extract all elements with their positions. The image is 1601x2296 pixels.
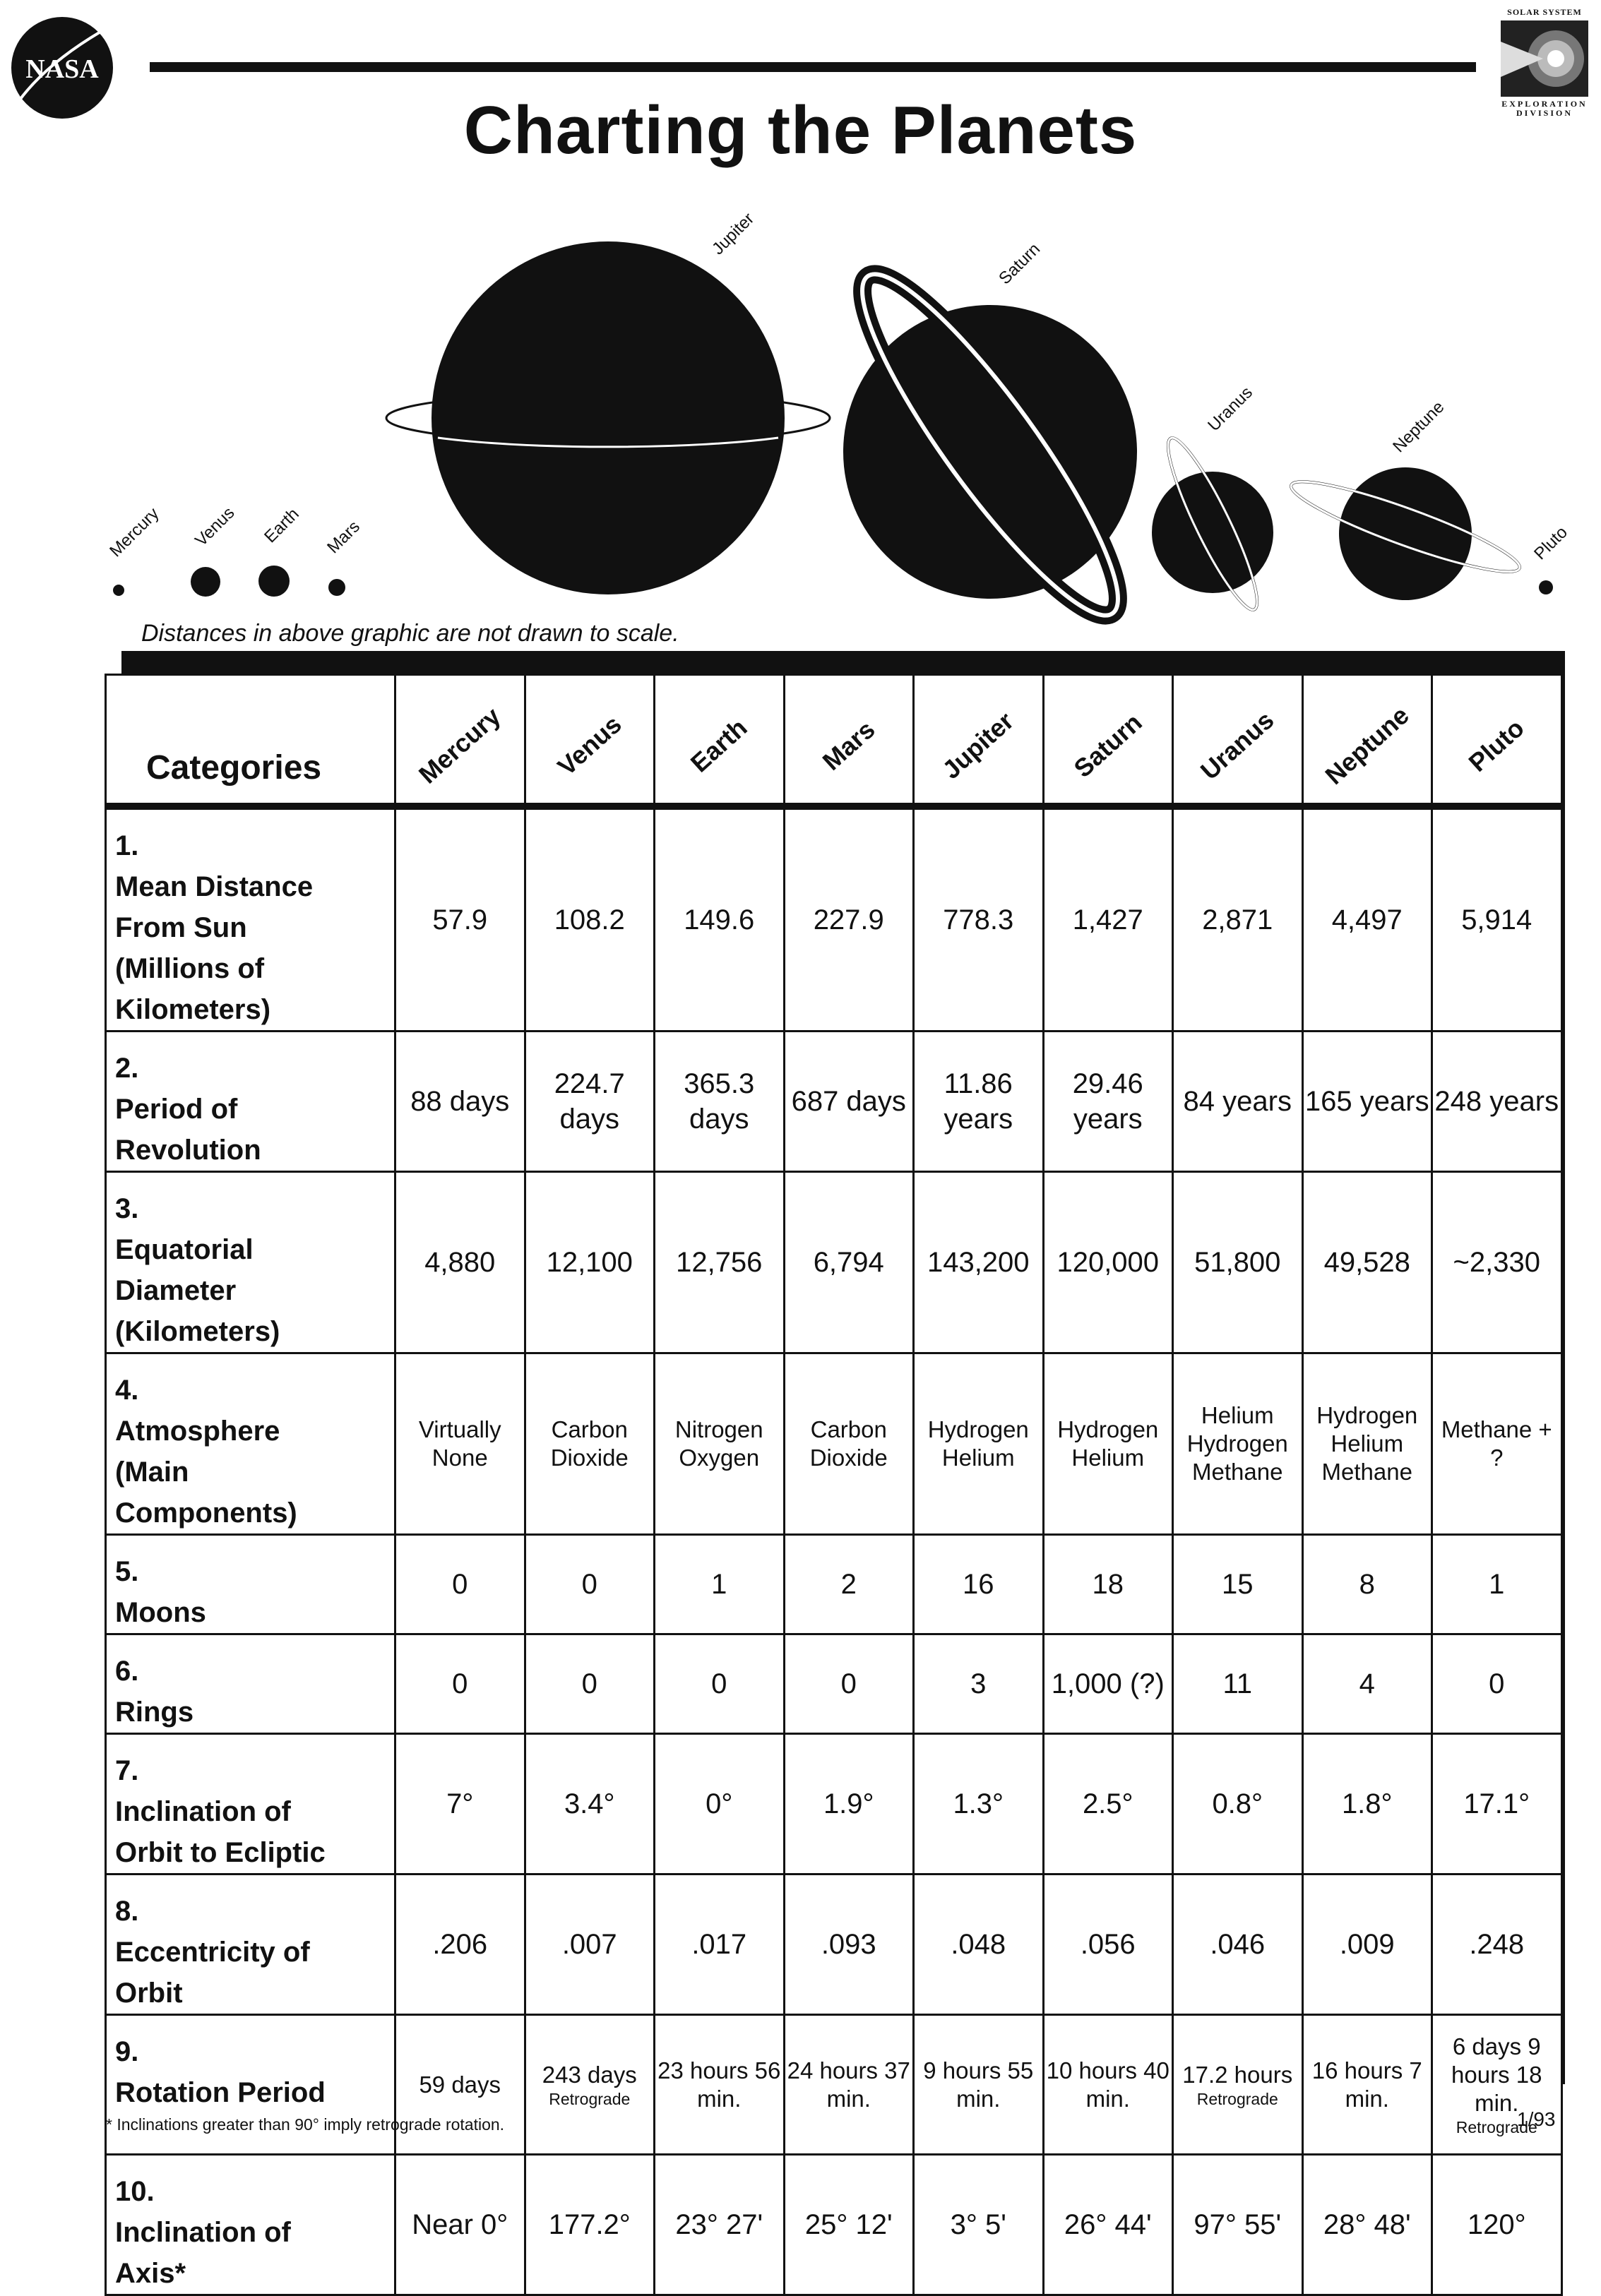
cell-saturn [1043, 1634, 1173, 1734]
cell-value: 29.46 years [1072, 1068, 1143, 1135]
row-label: Mean Distance From Sun (Millions of Kilometers) [115, 871, 314, 1025]
cell-value: 88 days [410, 1086, 510, 1117]
cell-value: .206 [432, 1929, 488, 1960]
cell-value: .017 [691, 1929, 747, 1960]
cell-earth [655, 1734, 785, 1875]
ssed-bottom-text: EXPLORATION DIVISION [1501, 99, 1588, 118]
row-category [106, 1353, 395, 1535]
cell-mercury [395, 1353, 525, 1535]
label-neptune: Neptune [1389, 397, 1448, 457]
cell-venus [525, 2015, 655, 2155]
cell-value: 0 [840, 1668, 857, 1699]
col-header-earth: Earth [655, 675, 785, 807]
page-title: Charting the Planets [463, 92, 1138, 168]
cell-value: 227.9 [813, 904, 884, 935]
row-number: 5. [115, 1556, 139, 1587]
cell-mercury [395, 2155, 525, 2295]
cell-value: 1 [711, 1569, 727, 1600]
planets-illustration [0, 191, 1601, 642]
cell-mars [784, 2155, 914, 2295]
cell-value: 12,100 [546, 1247, 633, 1278]
cell-saturn [1043, 2015, 1173, 2155]
table-row [106, 1172, 1562, 1353]
cell-value: 165 years [1304, 1086, 1429, 1117]
cell-venus [525, 1875, 655, 2015]
cell-value: .009 [1339, 1929, 1395, 1960]
cell-mars [784, 1353, 914, 1535]
cell-earth [655, 2015, 785, 2155]
label-saturn: Saturn [995, 239, 1044, 289]
table-row [106, 1875, 1562, 2015]
cell-venus [525, 806, 655, 1032]
cell-value: 8 [1359, 1569, 1375, 1600]
cell-value: 778.3 [943, 904, 1014, 935]
cell-value: Hydrogen Helium [1057, 1416, 1159, 1471]
cell-value: .046 [1210, 1929, 1266, 1960]
row-category [106, 1875, 395, 2015]
table-row [106, 1634, 1562, 1734]
cell-value: 3° 5' [950, 2209, 1006, 2240]
cell-uranus [1173, 1172, 1303, 1353]
table-row [106, 1032, 1562, 1172]
row-number: 3. [115, 1193, 139, 1224]
cell-value: 5,914 [1461, 904, 1532, 935]
cell-value: 1.3° [953, 1788, 1004, 1819]
cell-value: 17.1° [1463, 1788, 1530, 1819]
cell-uranus [1173, 1032, 1303, 1172]
table-row [106, 806, 1562, 1032]
cell-value: 2 [840, 1569, 857, 1600]
cell-value: 17.2 hours [1182, 2061, 1293, 2088]
cell-value: 23° 27' [675, 2209, 763, 2240]
cell-value: 1,000 (?) [1051, 1668, 1165, 1699]
col-header-saturn: Saturn [1043, 675, 1173, 807]
cell-value: 7° [446, 1788, 474, 1819]
mercury-planet-icon [113, 585, 124, 596]
cell-neptune [1302, 1032, 1432, 1172]
cell-note: Retrograde [1196, 2089, 1278, 2108]
col-header-jupiter: Jupiter [914, 675, 1044, 807]
cell-note: Retrograde [1456, 2117, 1537, 2136]
cell-value: 365.3 days [684, 1068, 755, 1135]
cell-value: 3.4° [564, 1788, 615, 1819]
col-header-venus: Venus [525, 675, 655, 807]
cell-value: 0 [452, 1668, 468, 1699]
row-category [106, 1734, 395, 1875]
cell-saturn [1043, 2155, 1173, 2295]
cell-mercury [395, 1734, 525, 1875]
cell-value: 0.8° [1212, 1788, 1263, 1819]
cell-mercury [395, 1875, 525, 2015]
pluto-planet-icon [1539, 580, 1553, 594]
row-label: Period of Revolution [115, 1094, 261, 1166]
mars-planet-icon [328, 579, 345, 596]
cell-pluto [1432, 1172, 1562, 1353]
cell-value: Methane + ? [1441, 1416, 1552, 1471]
cell-value: ~2,330 [1453, 1247, 1540, 1278]
ssed-emblem-icon [1501, 20, 1588, 97]
cell-venus [525, 1734, 655, 1875]
cell-earth [655, 1535, 785, 1634]
cell-uranus [1173, 2155, 1303, 2295]
venus-planet-icon [191, 567, 220, 597]
cell-value: .048 [951, 1929, 1006, 1960]
nasa-wordmark: NASA [25, 54, 99, 84]
cell-value: 84 years [1183, 1086, 1292, 1117]
cell-value: .093 [821, 1929, 876, 1960]
row-category [106, 1032, 395, 1172]
cell-venus [525, 1535, 655, 1634]
cell-value: 11 [1222, 1668, 1253, 1699]
earth-planet-icon [258, 566, 290, 597]
row-number: 2. [115, 1053, 139, 1084]
cell-mercury [395, 806, 525, 1032]
cell-value: Hydrogen Helium Methane [1316, 1402, 1418, 1485]
cell-value: 10 hours 40 min. [1046, 2057, 1169, 2112]
cell-pluto [1432, 2155, 1562, 2295]
cell-value: 108.2 [554, 904, 625, 935]
cell-value: .056 [1080, 1929, 1136, 1960]
cell-earth [655, 1875, 785, 2015]
cell-saturn [1043, 1535, 1173, 1634]
row-category [106, 806, 395, 1032]
cell-value: 243 days [542, 2061, 637, 2088]
cell-mars [784, 1032, 914, 1172]
label-mercury: Mercury [106, 503, 163, 561]
label-uranus: Uranus [1204, 383, 1256, 436]
row-number: 10. [115, 2176, 155, 2207]
cell-uranus [1173, 1535, 1303, 1634]
row-label: Eccentricity of Orbit [115, 1937, 310, 2009]
cell-earth [655, 1634, 785, 1734]
cell-value: 16 hours 7 min. [1311, 2057, 1422, 2112]
cell-jupiter [914, 1875, 1044, 2015]
cell-value: Carbon Dioxide [809, 1416, 888, 1471]
col-header-pluto: Pluto [1432, 675, 1562, 807]
cell-venus [525, 2155, 655, 2295]
row-label: Moons [115, 1597, 206, 1628]
cell-saturn [1043, 1353, 1173, 1535]
label-pluto: Pluto [1530, 522, 1571, 564]
col-header-mercury: Mercury [395, 675, 525, 807]
cell-jupiter [914, 1535, 1044, 1634]
table-row [106, 1734, 1562, 1875]
cell-pluto [1432, 1353, 1562, 1535]
cell-value: 16 [963, 1569, 994, 1600]
neptune-planet-icon [1285, 467, 1525, 600]
cell-mars [784, 2015, 914, 2155]
row-label: Rings [115, 1697, 194, 1728]
cell-mercury [395, 1634, 525, 1734]
row-label: Equatorial Diameter (Kilometers) [115, 1234, 280, 1347]
cell-saturn [1043, 1734, 1173, 1875]
cell-mars [784, 1634, 914, 1734]
cell-value: Nitrogen Oxygen [674, 1416, 763, 1471]
cell-value: 49,528 [1323, 1247, 1410, 1278]
cell-saturn [1043, 1875, 1173, 2015]
label-mars: Mars [323, 517, 364, 558]
row-category [106, 1172, 395, 1353]
cell-neptune [1302, 1875, 1432, 2015]
cell-value: .007 [561, 1929, 617, 1960]
jupiter-planet-icon [386, 241, 830, 594]
cell-value: 1.9° [823, 1788, 874, 1819]
row-category [106, 1634, 395, 1734]
cell-pluto [1432, 1535, 1562, 1634]
cell-value: 28° 48' [1323, 2209, 1411, 2240]
cell-value: 0 [581, 1668, 597, 1699]
cell-value: Helium Hydrogen Methane [1186, 1402, 1288, 1485]
cell-venus [525, 1353, 655, 1535]
cell-uranus [1173, 2015, 1303, 2155]
cell-value: 26° 44' [1064, 2209, 1152, 2240]
row-number: 4. [115, 1375, 139, 1406]
cell-pluto [1432, 2015, 1562, 2155]
cell-mercury [395, 1535, 525, 1634]
categories-header: Categories [106, 675, 395, 807]
page-number: 1/93 [1517, 2108, 1556, 2130]
cell-mars [784, 1172, 914, 1353]
cell-earth [655, 1353, 785, 1535]
row-number: 9. [115, 2036, 139, 2067]
label-venus: Venus [191, 503, 239, 551]
cell-value: 120° [1467, 2209, 1526, 2240]
cell-value: 1,427 [1072, 904, 1143, 935]
cell-uranus [1173, 1734, 1303, 1875]
cell-value: 18 [1092, 1569, 1124, 1600]
cell-mercury [395, 1172, 525, 1353]
cell-uranus [1173, 1353, 1303, 1535]
cell-value: 15 [1222, 1569, 1254, 1600]
cell-neptune [1302, 806, 1432, 1032]
cell-jupiter [914, 1734, 1044, 1875]
cell-jupiter [914, 2155, 1044, 2295]
row-label: Atmosphere (Main Components) [115, 1416, 297, 1529]
cell-pluto [1432, 1634, 1562, 1734]
cell-earth [655, 1032, 785, 1172]
cell-jupiter [914, 1634, 1044, 1734]
header-rule [150, 62, 1476, 72]
cell-neptune [1302, 1734, 1432, 1875]
cell-value: 1 [1489, 1569, 1505, 1600]
cell-mars [784, 1535, 914, 1634]
cell-value: 687 days [791, 1086, 906, 1117]
cell-earth [655, 2155, 785, 2295]
cell-venus [525, 1172, 655, 1353]
cell-value: 4 [1359, 1668, 1375, 1699]
cell-value: 12,756 [676, 1247, 763, 1278]
cell-saturn [1043, 1032, 1173, 1172]
table-row [106, 1535, 1562, 1634]
cell-value: 6,794 [813, 1247, 884, 1278]
cell-saturn [1043, 806, 1173, 1032]
cell-mercury [395, 1032, 525, 1172]
scale-note: Distances in above graphic are not drawn to scale. [141, 620, 679, 647]
footnote: * Inclinations greater than 90° imply retrograde rotation. [106, 2115, 505, 2134]
cell-value: 120,000 [1057, 1247, 1160, 1278]
cell-uranus [1173, 1634, 1303, 1734]
cell-mars [784, 1734, 914, 1875]
table-row [106, 2155, 1562, 2295]
cell-value: 224.7 days [554, 1068, 625, 1135]
cell-value: 11.86 years [944, 1068, 1013, 1135]
cell-value: 1.8° [1341, 1788, 1393, 1819]
cell-earth [655, 806, 785, 1032]
cell-value: 24 hours 37 min. [787, 2057, 910, 2112]
table-body [106, 806, 1562, 2295]
cell-uranus [1173, 1875, 1303, 2015]
cell-value: Near 0° [412, 2209, 508, 2240]
header-row [106, 675, 1562, 807]
cell-pluto [1432, 1875, 1562, 2015]
cell-value: 25° 12' [804, 2209, 893, 2240]
cell-value: 143,200 [927, 1247, 1030, 1278]
col-header-mars: Mars [784, 675, 914, 807]
cell-note: Retrograde [549, 2089, 631, 2108]
row-number: 7. [115, 1755, 139, 1786]
cell-value: 3 [970, 1668, 987, 1699]
col-header-uranus: Uranus [1173, 675, 1303, 807]
cell-jupiter [914, 1353, 1044, 1535]
cell-value: 0° [706, 1788, 733, 1819]
cell-venus [525, 1634, 655, 1734]
cell-uranus [1173, 806, 1303, 1032]
row-category [106, 1535, 395, 1634]
cell-value: 51,800 [1194, 1247, 1281, 1278]
cell-earth [655, 1172, 785, 1353]
row-label: Rotation Period [115, 2077, 326, 2108]
saturn-planet-icon [831, 250, 1149, 640]
cell-neptune [1302, 1634, 1432, 1734]
cell-value: 6 days 9 hours 18 min. [1451, 2033, 1542, 2116]
cell-value: 0 [1489, 1668, 1505, 1699]
cell-saturn [1043, 1172, 1173, 1353]
cell-value: 23 hours 56 min. [657, 2057, 781, 2112]
table-row [106, 1353, 1562, 1535]
row-label: Inclination of Axis* [115, 2217, 291, 2289]
cell-value: Virtually None [418, 1416, 501, 1471]
cell-value: 2,871 [1202, 904, 1273, 935]
row-label: Inclination of Orbit to Ecliptic [115, 1796, 326, 1868]
cell-value: 4,880 [424, 1247, 496, 1278]
cell-value: 0 [452, 1569, 468, 1600]
ssed-logo [1496, 7, 1593, 134]
cell-jupiter [914, 1172, 1044, 1353]
cell-pluto [1432, 1032, 1562, 1172]
cell-value: 9 hours 55 min. [923, 2057, 1034, 2112]
cell-value: Hydrogen Helium [927, 1416, 1029, 1471]
table-shadow-top [121, 651, 1565, 674]
cell-jupiter [914, 2015, 1044, 2155]
cell-value: 0 [711, 1668, 727, 1699]
row-number: 8. [115, 1896, 139, 1927]
cell-jupiter [914, 806, 1044, 1032]
cell-neptune [1302, 1535, 1432, 1634]
cell-value: 59 days [419, 2071, 501, 2098]
row-category [106, 2155, 395, 2295]
cell-value: 2.5° [1082, 1788, 1133, 1819]
col-header-neptune: Neptune [1302, 675, 1432, 807]
cell-value: 177.2° [548, 2209, 631, 2240]
cell-value: 248 years [1434, 1086, 1559, 1117]
cell-neptune [1302, 2015, 1432, 2155]
cell-pluto [1432, 1734, 1562, 1875]
row-number: 1. [115, 830, 139, 861]
row-number: 6. [115, 1656, 139, 1687]
cell-mars [784, 1875, 914, 2015]
cell-jupiter [914, 1032, 1044, 1172]
cell-value: .248 [1469, 1929, 1525, 1960]
cell-venus [525, 1032, 655, 1172]
cell-value: 57.9 [432, 904, 488, 935]
uranus-planet-icon [1152, 431, 1273, 617]
cell-value: 97° 55' [1194, 2209, 1282, 2240]
cell-value: 0 [581, 1569, 597, 1600]
cell-neptune [1302, 1172, 1432, 1353]
cell-value: Carbon Dioxide [550, 1416, 629, 1471]
ssed-top-text: SOLAR SYSTEM [1507, 7, 1582, 17]
cell-neptune [1302, 1353, 1432, 1535]
planet-data-table [105, 674, 1563, 2296]
cell-pluto [1432, 806, 1562, 1032]
cell-value: 4,497 [1331, 904, 1403, 935]
cell-value: 149.6 [684, 904, 755, 935]
cell-mars [784, 806, 914, 1032]
cell-neptune [1302, 2155, 1432, 2295]
label-earth: Earth [261, 504, 303, 547]
label-jupiter: Jupiter [708, 209, 758, 259]
